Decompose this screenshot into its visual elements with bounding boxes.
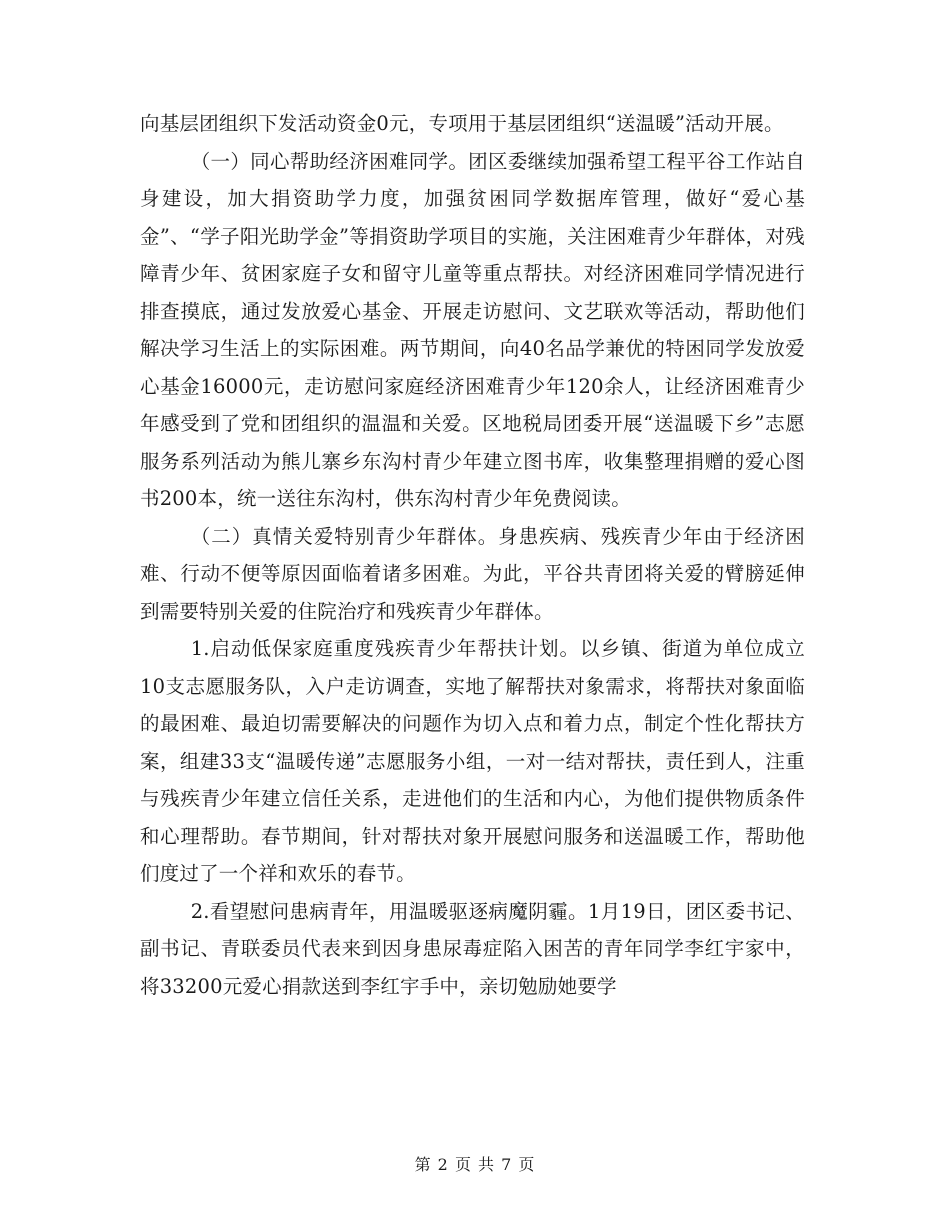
paragraph-continuation: 向基层团组织下发活动资金0元，专项用于基层团组织“送温暖”活动开展。: [140, 112, 784, 135]
paragraph-section-two: （二）真情关爱特别青少年群体。身患疾病、残疾青少年由于经济困难、行动不便等原因面临着诸多困难。为此，平谷共青团将关爱的臂膀延伸到需要特别关爱的住院治疗和残疾青少年群体。: [140, 524, 805, 623]
paragraph-item-one: 1.启动低保家庭重度残疾青少年帮扶计划。以乡镇、街道为单位成立10支志愿服务队，入户走访调查，实地了解帮扶对象需求，将帮扶对象面临的最困难、最迫切需要解决的问题作为切入点和着力点，制定个性化帮扶方案，组建33支“温暖传递”志愿服务小组，一对一结对帮扶，责任到人，注重与残疾青少年建立信任关系，走进他们的生活和内心，为他们提供物质条件和心理帮助。春节期间，针对帮扶对象开展慰问服务和送温暖工作，帮助他们度过了一个祥和欢乐的春节。: [140, 637, 805, 885]
document-body: [140, 105, 805, 1005]
paragraph-item-two: 2.看望慰问患病青年，用温暖驱逐病魔阴霾。1月19日，团区委书记、副书记、青联委员代表来到因身患尿毒症陷入困苦的青年同学李红宇家中，将33200元爱心捐款送到李红宇手中，亲切勉励她要学: [140, 899, 805, 998]
paragraph-section-one: （一）同心帮助经济困难同学。团区委继续加强希望工程平谷工作站自身建设，加大捐资助学力度，加强贫困同学数据库管理，做好“爱心基金”、“学子阳光助学金”等捐资助学项目的实施，关注困难青少年群体，对残障青少年、贫困家庭子女和留守儿童等重点帮扶。对经济困难同学情况进行排查摸底，通过发放爱心基金、开展走访慰问、文艺联欢等活动，帮助他们解决学习生活上的实际困难。两节期间，向40名品学兼优的特困同学发放爱心基金16000元，走访慰问家庭经济困难青少年120余人，让经济困难青少年感受到了党和团组织的温温和关爱。区地税局团委开展“送温暖下乡”志愿服务系列活动为熊儿寨乡东沟村青少年建立图书库，收集整理捐赠的爱心图书200本，统一送往东沟村，供东沟村青少年免费阅读。: [140, 149, 805, 510]
page-footer: 第 2 页 共 7 页: [414, 1155, 536, 1174]
